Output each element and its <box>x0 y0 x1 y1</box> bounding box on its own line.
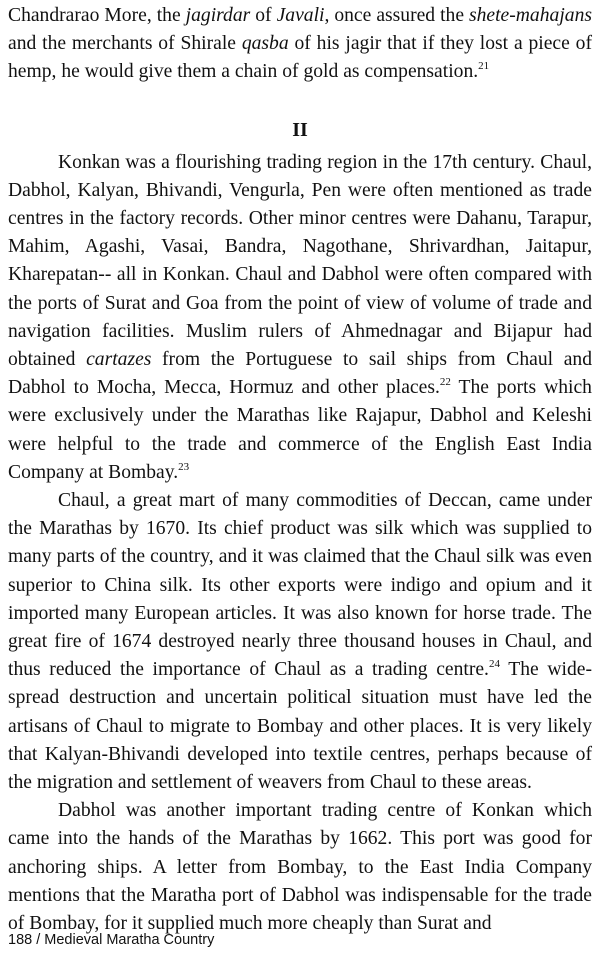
text: Dabhol was another important trading centre of Konkan which came into the hands of the Marathas by 1662. This port was good for anchoring ships. A letter from Bombay, to the East India Company mentions that the Maratha port of Dabhol was indispensable for the trade of Bombay, for it supplied much more cheaply than Surat and <box>8 800 592 935</box>
text: The wide-spread destruction and uncertain political situation must have led the artisans of Chaul to migrate to Bombay and other places. It is very likely that Kalyan-Bhivandi developed into textile centres, perhaps because of the migration and settlement of weavers from Chaul to these areas. <box>8 659 592 794</box>
footnote-ref: 22 <box>439 376 451 389</box>
footnote-ref: 21 <box>478 60 490 73</box>
italic-term: shete-mahajans <box>469 5 592 26</box>
text: Chaul, a great mart of many commodities of Deccan, came under the Marathas by 1670. Its chief product was silk which was supplied to many parts of the country, and it was claimed that the Chaul silk was even superior to China silk. Its other exports were indigo and opium and it imported many European articles. It was also known for horse trade. The great fire of 1674 destroyed nearly three thousand houses in Chaul, and thus reduced the importance of Chaul as a trading centre. <box>8 490 592 681</box>
page-body <box>8 2 592 938</box>
paragraph-1 <box>8 2 592 87</box>
text: Chandrarao More, the <box>8 5 186 26</box>
text: The ports which were exclusively under the Marathas like Rajapur, Dabhol and Keleshi were helpful to the trade and commerce of the English East India Company at Bombay. <box>8 377 592 483</box>
text: from the Portuguese to sail ships from Chaul and Dabhol to Mocha, Mecca, Hormuz and other places. <box>8 349 592 399</box>
page-footer: 188 / Medieval Maratha Country <box>8 932 215 948</box>
footnote-ref: 23 <box>178 460 190 473</box>
italic-term: cartazes <box>86 349 152 371</box>
paragraph-3 <box>8 487 592 797</box>
italic-term: qasba <box>241 33 289 55</box>
text: of his jagir that if they lost a piece of hemp, he would give them a chain of gold as compensation. <box>8 33 592 83</box>
text: , once assured the <box>324 5 469 26</box>
paragraph-4 <box>8 797 592 938</box>
text: Konkan was a flourishing trading region in the 17th century. Chaul, Dabhol, Kalyan, Bhivandi, Vengurla, Pen were often mentioned as trade centres in the factory records. Other minor centres were Dahanu, Tarapur, Mahim, Agashi, Vasai, Bandra, Nagothane, Shrivardhan, Jaitapur, Kharepatan-- all in Konkan. Chaul and Dabhol were often compared with the ports of Surat and Goa from the point of view of volume of trade and navigation facilities. Muslim rulers of Ahmednagar and Bijapur had obtained <box>8 151 592 371</box>
text: and the merchants of Shirale <box>8 33 242 55</box>
text: of <box>250 5 277 26</box>
italic-term: jagirdar <box>185 5 251 26</box>
paragraph-2 <box>8 149 592 487</box>
italic-term: Javali <box>276 5 325 26</box>
footnote-ref: 24 <box>488 658 500 671</box>
section-heading: II <box>292 118 308 141</box>
